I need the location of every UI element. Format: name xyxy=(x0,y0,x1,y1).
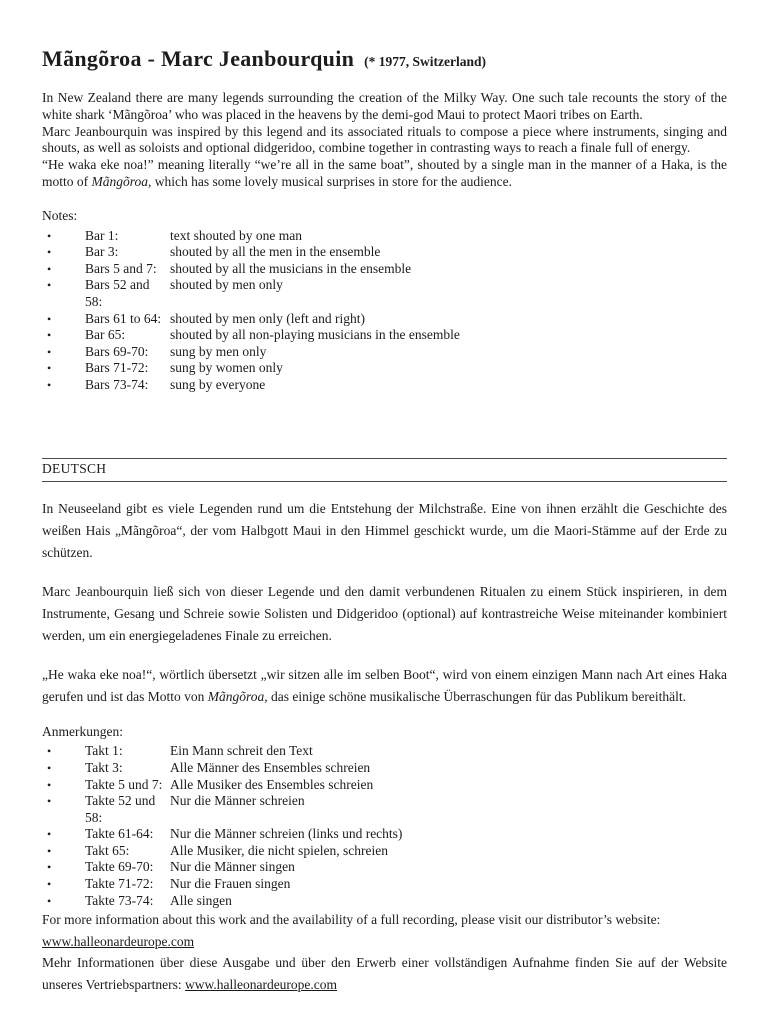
distributor-footer xyxy=(42,909,727,995)
footer-german-line xyxy=(42,952,727,995)
bullet-icon: • xyxy=(47,877,52,892)
anmerkung-item xyxy=(42,793,727,826)
anmerkung-description: Ein Mann schreit den Text xyxy=(170,743,313,759)
note-item xyxy=(42,360,727,377)
note-item xyxy=(42,344,727,361)
note-description: shouted by all the men in the ensemble xyxy=(170,244,381,260)
note-bar-label: Bars 5 and 7: xyxy=(85,260,157,276)
anmerkung-description: Nur die Frauen singen xyxy=(170,876,291,892)
text-run: Marc Jeanbourquin ließ sich von dieser Legende und den damit verbundenen Ritualen zu einem Stück inspirieren, in dem Instrumente, Gesang und Schreie sowie Solisten und Didgeridoo (optional) auf kontrastreiche Weise miteinander kombiniert werden, um ein energiegeladenes Finale zu erreichen. xyxy=(42,583,727,643)
note-bar-label: Bars 73-74: xyxy=(85,376,149,392)
note-description: shouted by all non-playing musicians in the ensemble xyxy=(170,327,460,343)
bullet-icon: • xyxy=(47,827,52,842)
german-section xyxy=(42,498,727,910)
note-description: sung by men only xyxy=(170,343,267,359)
note-bar-label: Bars 69-70: xyxy=(85,343,149,359)
anmerkung-takt-label: Takte 52 und 58: xyxy=(85,793,156,825)
text-run: , which has some lovely musical surprises in store for the audience. xyxy=(148,173,513,189)
bullet-icon: • xyxy=(47,361,52,376)
bullet-icon: • xyxy=(47,777,52,792)
anmerkung-item xyxy=(42,777,727,794)
english-notes-list xyxy=(42,228,727,394)
bullet-icon: • xyxy=(47,860,52,875)
anmerkung-takt-label: Takte 73-74: xyxy=(85,892,154,908)
note-bar-label: Bar 1: xyxy=(85,227,119,243)
bullet-icon: • xyxy=(47,377,52,392)
work-title: Mãngõroa - Marc Jeanbourquin xyxy=(42,46,355,71)
bullet-icon: • xyxy=(47,228,52,243)
bullet-icon: • xyxy=(47,794,52,809)
text-run: Mehr Informationen über diese Ausgabe und über den Erwerb einer vollständigen Aufnahme finden Sie auf der Website unseres Vertriebspartners: xyxy=(42,955,727,992)
anmerkung-item xyxy=(42,760,727,777)
anmerkung-takt-label: Takte 71-72: xyxy=(85,876,154,892)
distributor-website-link[interactable]: www.halleonardeurope.com xyxy=(42,933,195,949)
anmerkung-description: Nur die Männer singen xyxy=(170,859,295,875)
anmerkung-description: Alle Musiker des Ensembles schreien xyxy=(170,776,374,792)
text-run: “He waka eke noa!” meaning literally “we’re all in the same boat”, shouted by a single man in the manner of a Haka, is the motto of xyxy=(42,157,727,189)
bullet-icon: • xyxy=(47,843,52,858)
english-paragraph-1 xyxy=(42,90,727,124)
text-run: For more information about this work and the availability of a full recording, please visit our distributor’s website: xyxy=(42,912,661,927)
anmerkung-description: Nur die Männer schreien (links und rechts) xyxy=(170,826,403,842)
note-bar-label: Bar 3: xyxy=(85,244,119,260)
anmerkung-item xyxy=(42,893,727,910)
text-run: In Neuseeland gibt es viele Legenden rund um die Entstehung der Milchstraße. Eine von ihnen erzählt die Geschichte des weißen Hais „Mãngõroa“, der vom Halbgott Maui in den Himmel geschickt wurde, um die Maori-Stämme auf der Erde zu schützen. xyxy=(42,500,727,560)
text-run: „He waka eke noa!“, wörtlich übersetzt „wir sitzen alle im selben Boot“, wird von einem einzigen Mann nach Art eines Haka gerufen und ist das Motto von xyxy=(42,666,727,704)
german-paragraph-1 xyxy=(42,498,727,564)
note-item xyxy=(42,311,727,328)
note-item xyxy=(42,261,727,278)
anmerkung-description: Alle Musiker, die nicht spielen, schreien xyxy=(170,842,389,858)
bullet-icon: • xyxy=(47,278,52,293)
text-run: In New Zealand there are many legends surrounding the creation of the Milky Way. One such tale recounts the story of the white shark ‘Mãngõroa’ who was placed in the heavens by the demi-god Maui to protect Maori tribes on Earth. xyxy=(42,90,727,122)
bullet-icon: • xyxy=(47,744,52,759)
note-description: text shouted by one man xyxy=(170,227,302,243)
english-paragraph-2 xyxy=(42,124,727,158)
note-bar-label: Bars 71-72: xyxy=(85,360,149,376)
note-description: shouted by men only xyxy=(170,277,283,293)
bullet-icon: • xyxy=(47,261,52,276)
german-paragraph-2 xyxy=(42,581,727,647)
anmerkung-item xyxy=(42,859,727,876)
note-description: shouted by men only (left and right) xyxy=(170,310,365,326)
anmerkung-description: Alle singen xyxy=(170,892,232,908)
note-item xyxy=(42,244,727,261)
anmerkung-takt-label: Takte 5 und 7: xyxy=(85,776,163,792)
bullet-icon: • xyxy=(47,344,52,359)
note-item xyxy=(42,228,727,245)
bullet-icon: • xyxy=(47,311,52,326)
note-item xyxy=(42,377,727,394)
note-bar-label: Bars 52 and 58: xyxy=(85,277,150,309)
anmerkung-takt-label: Takte 69-70: xyxy=(85,859,154,875)
anmerkung-takt-label: Takt 3: xyxy=(85,759,123,775)
anmerkung-item xyxy=(42,743,727,760)
anmerkung-description: Alle Männer des Ensembles schreien xyxy=(170,759,371,775)
deutsch-section-heading: DEUTSCH xyxy=(42,460,107,476)
note-bar-label: Bar 65: xyxy=(85,327,126,343)
work-title-inline: Mãngõroa xyxy=(207,688,265,704)
bullet-icon: • xyxy=(47,328,52,343)
german-notes-list xyxy=(42,743,727,909)
anmerkungen-heading: Anmerkungen: xyxy=(42,723,123,739)
text-run: Marc Jeanbourquin was inspired by this legend and its associated rituals to compose a piece where instruments, singing and shouts, as well as soloists and optional didgeridoo, combine together in contrasting ways to reach a finale full of energy. xyxy=(42,123,727,156)
anmerkung-takt-label: Takt 65: xyxy=(85,842,130,858)
composer-birth-info: (* 1977, Switzerland) xyxy=(364,54,487,69)
anmerkung-item xyxy=(42,876,727,893)
english-section xyxy=(42,90,727,394)
text-run: , das einige schöne musikalische Überraschungen für das Publikum bereithält. xyxy=(264,688,686,704)
note-description: sung by women only xyxy=(170,360,283,376)
note-description: shouted by all the musicians in the ensemble xyxy=(170,260,412,276)
anmerkung-item xyxy=(42,843,727,860)
work-title-inline: Mãngõroa xyxy=(91,173,148,189)
deutsch-section-divider xyxy=(42,458,727,482)
anmerkung-takt-label: Takte 61-64: xyxy=(85,826,154,842)
anmerkung-item xyxy=(42,826,727,843)
notes-heading: Notes: xyxy=(42,207,78,223)
footer-english-line xyxy=(42,909,727,952)
note-item xyxy=(42,327,727,344)
bullet-icon: • xyxy=(47,245,52,260)
anmerkung-takt-label: Takt 1: xyxy=(85,743,123,759)
note-bar-label: Bars 61 to 64: xyxy=(85,310,162,326)
anmerkung-description: Nur die Männer schreien xyxy=(170,793,305,809)
note-description: sung by everyone xyxy=(170,376,266,392)
page-title xyxy=(42,46,727,72)
note-item xyxy=(42,277,727,310)
distributor-website-link[interactable]: www.halleonardeurope.com xyxy=(184,976,338,992)
german-paragraph-3 xyxy=(42,664,727,708)
bullet-icon: • xyxy=(47,760,52,775)
english-paragraph-3 xyxy=(42,157,727,191)
bullet-icon: • xyxy=(47,893,52,908)
